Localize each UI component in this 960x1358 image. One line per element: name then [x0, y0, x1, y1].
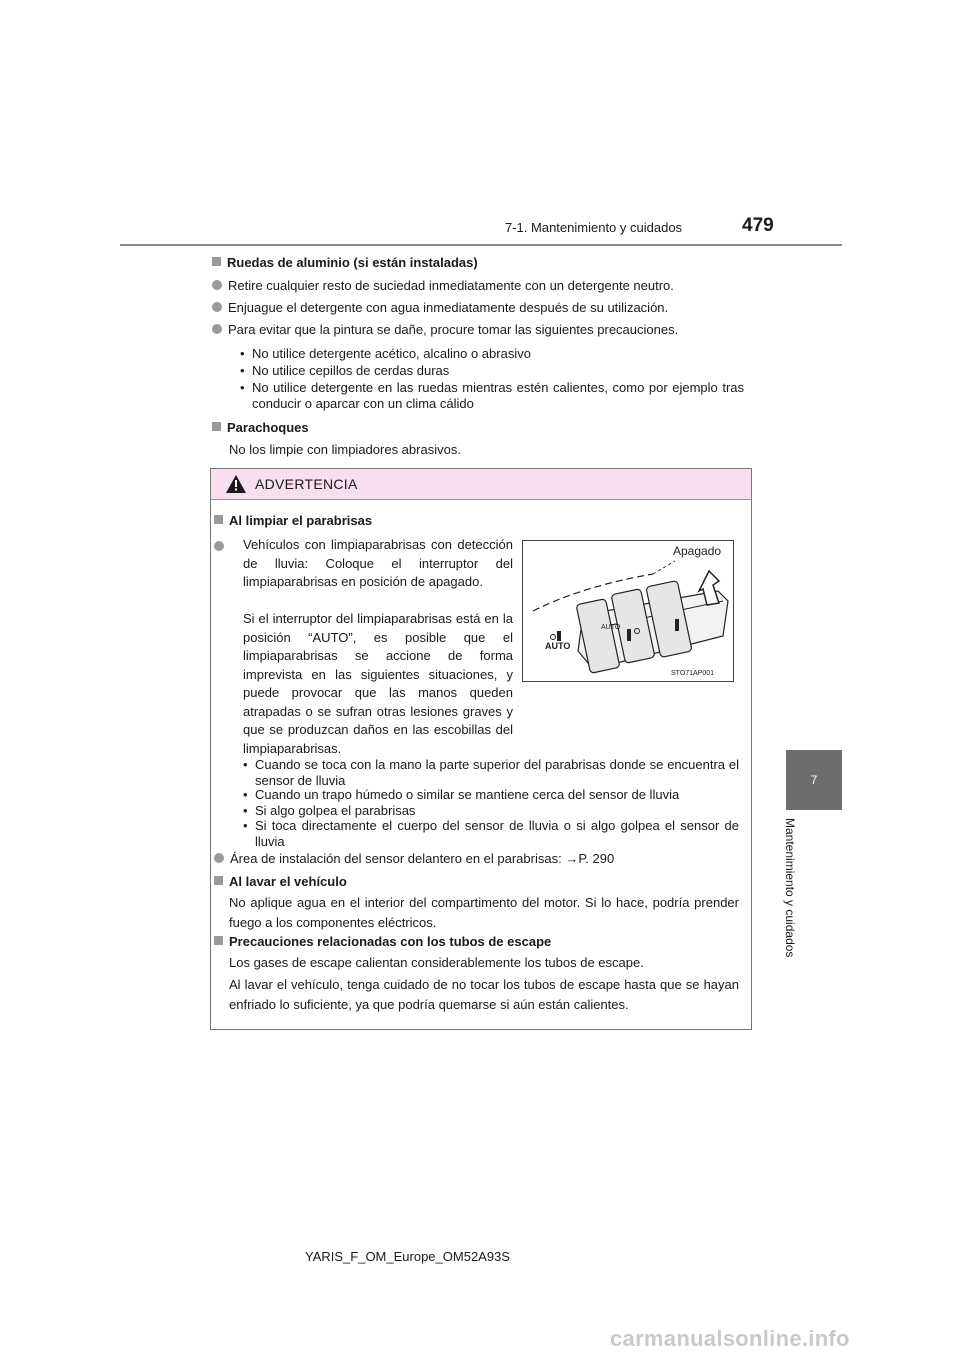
wheels-bullet-2-text: Enjuague el detergente con agua inmediatamente después de su utilización.	[228, 300, 669, 315]
header-divider	[120, 244, 842, 246]
circle-bullet-icon	[214, 853, 224, 863]
apagado-label: Apagado	[673, 544, 722, 558]
windshield-heading-text: Al limpiar el parabrisas	[229, 513, 373, 528]
situation-4-text: Si toca directamente el cuerpo del sensor de lluvia o si algo golpea el sensor de lluvia	[255, 818, 739, 849]
section-title: 7-1. Mantenimiento y cuidados	[505, 220, 683, 235]
wash-heading-text: Al lavar el vehículo	[229, 874, 347, 889]
circle-bullet-icon	[214, 541, 224, 551]
figure-code: STO71AP001	[671, 670, 715, 677]
chapter-label	[783, 818, 803, 978]
square-bullet-icon	[214, 515, 223, 524]
wheels-heading-text: Ruedas de aluminio (si están instaladas)	[227, 255, 478, 270]
wiper-switch-figure	[522, 540, 734, 682]
wash-text: No aplique agua en el interior del compartimento del motor. Si lo hace, podría prender fuego a los componentes eléctricos.	[229, 895, 739, 930]
bumpers-heading-text: Parachoques	[227, 420, 309, 435]
wheels-subitem-3-text: No utilice detergente en las ruedas mientras estén calientes, como por ejemplo tras conducir o aparcar con un clima cálido	[252, 380, 744, 411]
auto-label: AUTO	[545, 641, 571, 651]
sensor-area-bullet	[214, 850, 614, 868]
exhaust-heading	[214, 933, 551, 951]
windshield-heading	[214, 512, 372, 530]
wheels-subitem-1-text: No utilice detergente acético, alcalino o abrasivo	[252, 346, 531, 361]
wash-heading	[214, 873, 347, 891]
wheels-heading	[212, 254, 478, 272]
wheels-subitem-3: • No utilice detergente en las ruedas mientras estén calientes, como por ejemplo tras conducir o aparcar con un clima cálido	[240, 380, 744, 411]
warning-header	[211, 469, 751, 500]
situation-2: • Cuando un trapo húmedo o similar se mantiene cerca del sensor de lluvia	[243, 787, 739, 803]
wheels-bullet-3	[212, 321, 678, 339]
wheels-bullet-1	[212, 277, 674, 295]
square-bullet-icon	[214, 876, 223, 885]
exhaust-text-2: Al lavar el vehículo, tenga cuidado de no tocar los tubos de escape hasta que se hayan enfriado lo suficiente, ya que podría quemarse si aún están calientes.	[229, 977, 739, 1012]
exhaust-text-1: Los gases de escape calientan considerablemente los tubos de escape.	[229, 955, 644, 970]
situation-1-text: Cuando se toca con la mano la parte superior del parabrisas donde se encuentra el sensor de lluvia	[255, 757, 739, 788]
sensor-area-text: Área de instalación del sensor delantero en el parabrisas: →P. 290	[230, 851, 615, 866]
chapter-tab: 7	[786, 750, 842, 810]
rain-sensor-para-1: Vehículos con limpiaparabrisas con detección de lluvia: Coloque el interruptor del limpiaparabrisas en posición de apagado.	[243, 537, 513, 589]
square-bullet-icon	[214, 936, 223, 945]
page-number: 479	[742, 215, 774, 236]
situation-3-text: Si algo golpea el parabrisas	[255, 803, 416, 818]
bumpers-heading	[212, 419, 309, 437]
warning-title: ADVERTENCIA	[255, 476, 358, 492]
square-bullet-icon	[212, 257, 221, 266]
wheels-bullet-1-text: Retire cualquier resto de suciedad inmediatamente con un detergente neutro.	[228, 278, 674, 293]
square-bullet-icon	[212, 422, 221, 431]
watermark: carmanualsonline.info	[610, 1326, 850, 1351]
circle-bullet-icon	[212, 324, 222, 334]
bumpers-text: No los limpie con limpiadores abrasivos.	[229, 442, 461, 457]
situation-2-text: Cuando un trapo húmedo o similar se mantiene cerca del sensor de lluvia	[255, 787, 680, 802]
situation-4: • Si toca directamente el cuerpo del sensor de lluvia o si algo golpea el sensor de lluvia	[243, 818, 739, 849]
document-code: YARIS_F_OM_Europe_OM52A93S	[305, 1249, 510, 1264]
circle-bullet-icon	[212, 302, 222, 312]
rain-sensor-para-2: Si el interruptor del limpiaparabrisas está en la posición “AUTO”, es posible que el limpiaparabrisas se accione de forma imprevista en las siguientes situaciones, y puede provocar que las manos queden atrapadas o se sufran otras lesiones graves y que se produzcan daños en las escobillas del limpiaparabrisas.	[243, 611, 513, 756]
wheels-bullet-2	[212, 299, 668, 317]
wiper-switch-illustration	[523, 541, 733, 681]
situation-3: • Si algo golpea el parabrisas	[243, 803, 739, 819]
auto-label-switch: AUTO	[601, 624, 621, 631]
exhaust-heading-text: Precauciones relacionadas con los tubos de escape	[229, 934, 552, 949]
wheels-subitem-2-text: No utilice cepillos de cerdas duras	[252, 363, 450, 378]
wheels-subitem-2: • No utilice cepillos de cerdas duras	[240, 363, 744, 379]
wheels-bullet-3-text: Para evitar que la pintura se dañe, procure tomar las siguientes precauciones.	[228, 322, 679, 337]
rain-sensor-bullet	[214, 538, 230, 556]
chapter-label-text: Mantenimiento y cuidados	[783, 818, 797, 958]
circle-bullet-icon	[212, 280, 222, 290]
warning-triangle-icon	[225, 474, 247, 494]
wheels-subitem-1: • No utilice detergente acético, alcalino o abrasivo	[240, 346, 744, 362]
situation-1: • Cuando se toca con la mano la parte superior del parabrisas donde se encuentra el sensor de lluvia	[243, 757, 739, 788]
